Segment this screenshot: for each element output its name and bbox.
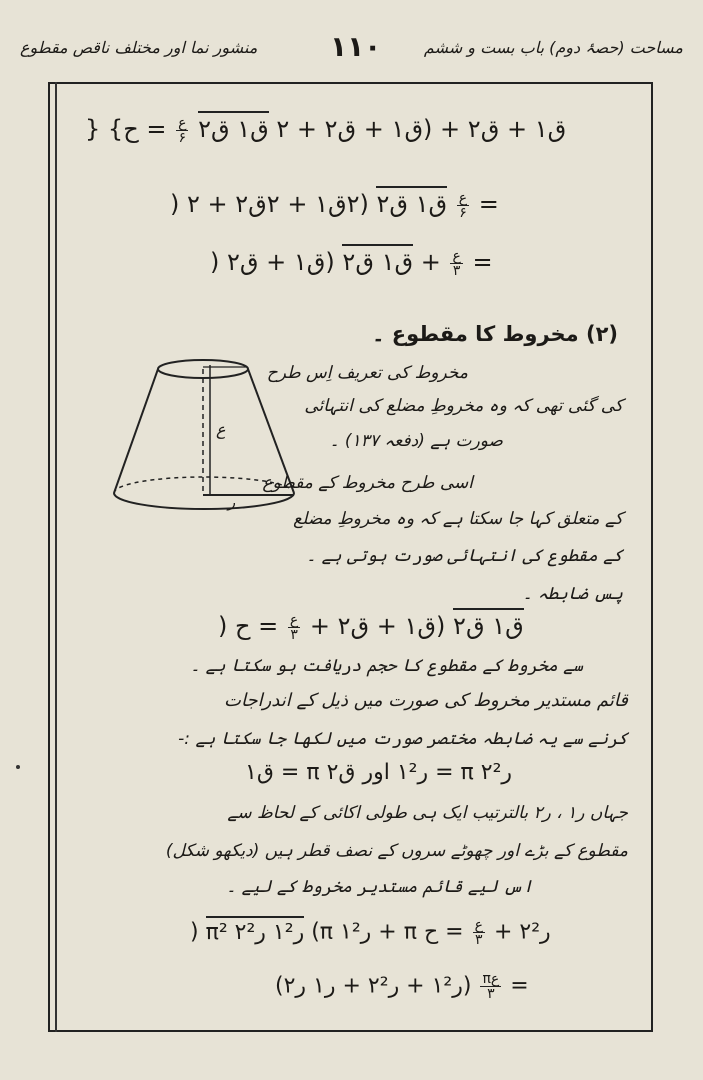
figure-radius-label: ر: [228, 493, 236, 511]
eq5-fraction: [480, 972, 501, 1001]
mid-den: ۳: [290, 626, 298, 643]
eq4-close: ): [190, 919, 199, 945]
eq4-root: π² ر۱² ر۲²: [206, 916, 305, 945]
para1-line-1: مخروط کی تعریف اِس طرح: [266, 363, 468, 383]
eq4-body: (π ر۱² + π ر۲² +: [311, 919, 551, 945]
equation-row-1: } {ق۱ + ق۲ + (ق۱ + ق۲ + ۲ ق۱ ق۲ $\frac{\text{ع}}{۶}$ = ح: [85, 115, 566, 145]
para2-line-1: سے مخروط کے مقطوع کا حجم دریافت ہو سکتا ہے ۔: [190, 656, 583, 676]
page-number: ۱۱۰: [330, 30, 382, 63]
equation-row-2: ) ق۱ ق۲ (۲ق۱ + ۲ق۲ + ۲ $\frac{\text{ع}}{۶}$ =: [170, 190, 499, 220]
eq2-num: ع: [458, 189, 468, 206]
eq1-den: ۶: [178, 129, 187, 146]
eq5-body: (ر۱² + ر۲² + ر۱ ر۲): [275, 973, 472, 999]
eq3-num: ع: [452, 247, 461, 264]
eq2-root: ق۱ ق۲: [376, 186, 447, 218]
para1-line-5: کے متعلق کہا جا سکتا ہے کہ وہ مخروطِ مضلع: [293, 509, 623, 529]
mid-num: ع: [289, 611, 299, 628]
eq2-body: (۲ق۱ + ۲ق۲ + ۲: [187, 190, 369, 218]
eq5-num: πع: [482, 971, 500, 987]
eq4-den: ۳: [475, 932, 483, 948]
mid-fraction: [288, 613, 300, 642]
eq4-fraction: [473, 918, 485, 947]
equation-row-3: ) ق۱ ق۲ (ق۱ + ق۲ + $\frac{\text{ع}}{۳}$ =: [210, 248, 493, 278]
substitution-equation: ق۱ = π ر۱² اور ق۲ = π ر۲²: [245, 760, 513, 785]
eq4-lhs: ح: [423, 919, 439, 945]
para1-line-3: صورت ہے (دفعہ ۱۳۷) ۔: [329, 431, 503, 451]
para1-line-2: کی گئی تھی کہ وہ مخروطِ مضلع کی انتہائی: [304, 396, 623, 416]
eq2-den: ۶: [459, 204, 467, 221]
mid-close: ): [218, 612, 228, 640]
equation-row-5: (ر۱² + ر۲² + ر۱ ر۲) $\frac{\text{πع}}{۳}$ =: [275, 971, 529, 1002]
mid-lhs: ح: [235, 612, 251, 640]
header-book-title: مساحت (حصۂ دوم) باب بست و ششم: [423, 38, 683, 57]
eq1-close: }: [85, 115, 101, 143]
eq3-root: ق۱ ق۲: [342, 244, 413, 276]
eq3-fraction: [450, 249, 462, 278]
eq2-fraction: [457, 191, 469, 220]
mid-root: ق۱ ق۲: [453, 608, 524, 640]
figure-height-label: ع: [216, 420, 226, 439]
para3-line-3: اس لیے قائم مستدیر مخروط کے لیے ۔: [226, 877, 533, 897]
header-chapter-topic: منشور نما اور مختلف ناقص مقطوع: [20, 38, 258, 57]
para2-line-2: قائم مستدیر مخروط کی صورت میں ذیل کے اندراجات: [224, 690, 628, 711]
eq1-lhs: ح: [123, 115, 139, 143]
mid-body: (ق۱ + ق۲ +: [302, 612, 446, 640]
section-heading: (۲) مخروط کا مقطوع ۔: [372, 322, 618, 346]
eq3-close: ): [210, 248, 220, 276]
margin-dot: [16, 765, 20, 769]
para1-line-4: اسی طرح مخروط کے مقطوع: [262, 473, 473, 493]
eq3-body: (ق۱ + ق۲ +: [227, 248, 449, 276]
para3-line-1: جہاں ر۱ ، ر۲ بالترتیب ایک ہی طولی اکائی کے لحاظ سے: [227, 803, 628, 823]
eq1-root: ق۱ ق۲: [198, 111, 269, 143]
para2-line-3: کرنے سے یہ ضابطہ مختصر صورت میں لکھا جا سکتا ہے :-: [178, 729, 628, 749]
eq4-num: ع: [474, 917, 483, 933]
eq3-den: ۳: [452, 262, 461, 279]
para1-line-6: کے مقطوع کی انتہائی صورت ہوتی ہے ۔: [306, 546, 623, 566]
page-header: [20, 30, 683, 70]
para3-line-2: مقطوع کے بڑے اور چھوٹے سروں کے نصف قطر ہیں (دیکھو شکل): [165, 841, 628, 861]
frustum-volume-formula: ) ق۱ ق۲ (ق۱ + ق۲ + $\frac{\text{ع}}{۳}$ = ح: [218, 612, 524, 642]
para1-line-7: پس ضابطہ ۔: [522, 584, 623, 604]
eq1-fraction: [176, 116, 188, 145]
eq2-close: ): [170, 190, 180, 218]
eq1-body: {ق۱ + ق۲ + (ق۱ + ق۲ + ۲: [107, 115, 567, 143]
eq1-num: ع: [178, 114, 187, 131]
equation-row-4: ) π² ر۱² ر۲² (π ر۱² + π ر۲² + $\frac{\text{ع}}{۳}$ = ح: [190, 917, 551, 948]
eq5-den: ۳: [487, 986, 495, 1002]
frame-inner-rule: [55, 82, 57, 1032]
